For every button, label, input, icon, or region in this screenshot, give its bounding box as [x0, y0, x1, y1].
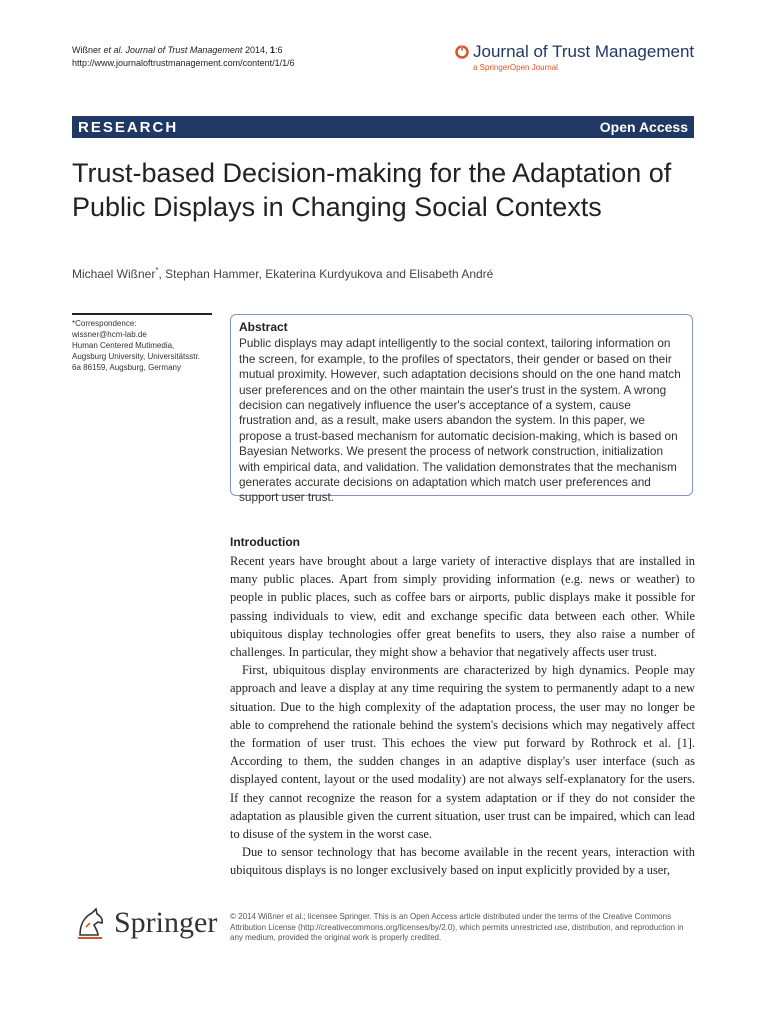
paragraph-3: Due to sensor technology that has become available in the recent years, interaction with ubiquitous displays is no longer exclusively based on input explicitly provided by a user,: [230, 845, 695, 878]
open-access-label: Open Access: [599, 119, 688, 135]
springeropen-icon: [455, 45, 469, 59]
cite-journal: Journal of Trust Management: [125, 45, 243, 55]
cite-authors: Wißner: [72, 45, 101, 55]
article-type-label: RESEARCH: [78, 118, 179, 136]
springer-horse-icon: [72, 905, 108, 941]
corr-email[interactable]: wissner@hcm-lab.de: [72, 330, 147, 339]
journal-logo: [455, 42, 694, 72]
cite-article: :6: [275, 45, 283, 55]
author-list: [72, 266, 493, 281]
article-type-banner: [72, 116, 694, 138]
abstract-text: Public displays may adapt intelligently to the social context, tailoring information on the screen, for example, to the profiles of spectators, their gender or based on their mutual proximity. However, such adaptation decisions should on the one hand match user preferences and on the other maintain the user's trust in the system. A wrong decision can negatively influence the user's acceptance of a system, cause frustration and, as a result, make users abandon the system. In this paper, we propose a trust-based mechanism for automatic decision-making, which is based on Bayesian Networks. We present the process of network construction, initialization with empirical data, and validation. The validation demonstrates that the mechanism generates accurate decisions on adaptation which match user preferences and support user trust.: [239, 336, 681, 505]
springer-logo: [72, 905, 217, 941]
correspondence-block: [72, 313, 212, 373]
author-first[interactable]: Michael Wißner: [72, 267, 156, 281]
paragraph-1: Recent years have brought about a large variety of interactive displays that are installed in many public places. Apart from simply providing information (e.g. news or weather) to people in public places, such as coffee bars or airports, public displays make it possible for passing individuals to view, edit and exchange specific data between each other. While ubiquitous display technologies offer great benefits to users, they also raise a number of challenges. In particular, they might show a behavior that negatively affects user trust.: [230, 554, 695, 660]
abstract-box: [230, 314, 693, 505]
abstract-heading: Abstract: [239, 320, 288, 334]
author-corr-mark: *: [155, 266, 159, 275]
citation-line: [72, 44, 295, 57]
citation-header: [72, 44, 295, 70]
cite-year: 2014,: [244, 45, 268, 55]
article-url[interactable]: http://www.journaloftrustmanagement.com/content/1/1/6: [72, 58, 295, 68]
author-rest: , Stephan Hammer, Ekaterina Kurdyukova and Elisabeth André: [158, 267, 494, 281]
corr-label: *Correspondence:: [72, 319, 137, 328]
springer-wordmark: Springer: [114, 906, 218, 939]
journal-subtitle: a SpringerOpen Journal: [473, 63, 558, 72]
corr-affil-2: Augsburg University, Universitätsstr.: [72, 352, 200, 361]
paragraph-2: First, ubiquitous display environments are characterized by high dynamics. People may approach and leave a display at any time requiring the system to permanently adapt to a new situation. Due to the high complexity of the adaptation process, the user may no longer be able to comprehend the rationale behind the system's decisions which may negatively affect the formation of user trust. This echoes the view put forward by Rothrock et al. [1]. According to them, the sudden changes in an adaptive display's user interface (such as displayed content, layout or the used modality) are not always self-explanatory for the users. If they cannot recognize the reason for a system adaptation or if they do not consider the adaptation as plausible given the current situation, user trust can be impaired, which can lead to disuse of the system in the worst case.: [230, 663, 695, 842]
section-heading-introduction: Introduction: [230, 535, 300, 549]
journal-name: Journal of Trust Management: [473, 42, 695, 61]
body-text: [230, 552, 695, 880]
corr-affil-1: Human Centered Mutimedia,: [72, 341, 175, 350]
cite-volume: 1: [270, 45, 276, 55]
corr-affil-3: 6a 86159, Augsburg, Germany: [72, 363, 181, 372]
copyright-notice: © 2014 Wißner et al.; licensee Springer. This is an Open Access article distributed under the terms of the Creative Commons Attribution License (http://creativecommons.org/licenses/by/2.0), which permits unrestricted use, distribution, and reproduction in any medium, provided the original work is properly credited.: [230, 912, 684, 942]
article-title: Trust-based Decision-making for the Adaptation of Public Displays in Changing Social Contexts: [72, 158, 672, 222]
cite-etal: et al.: [103, 45, 124, 55]
